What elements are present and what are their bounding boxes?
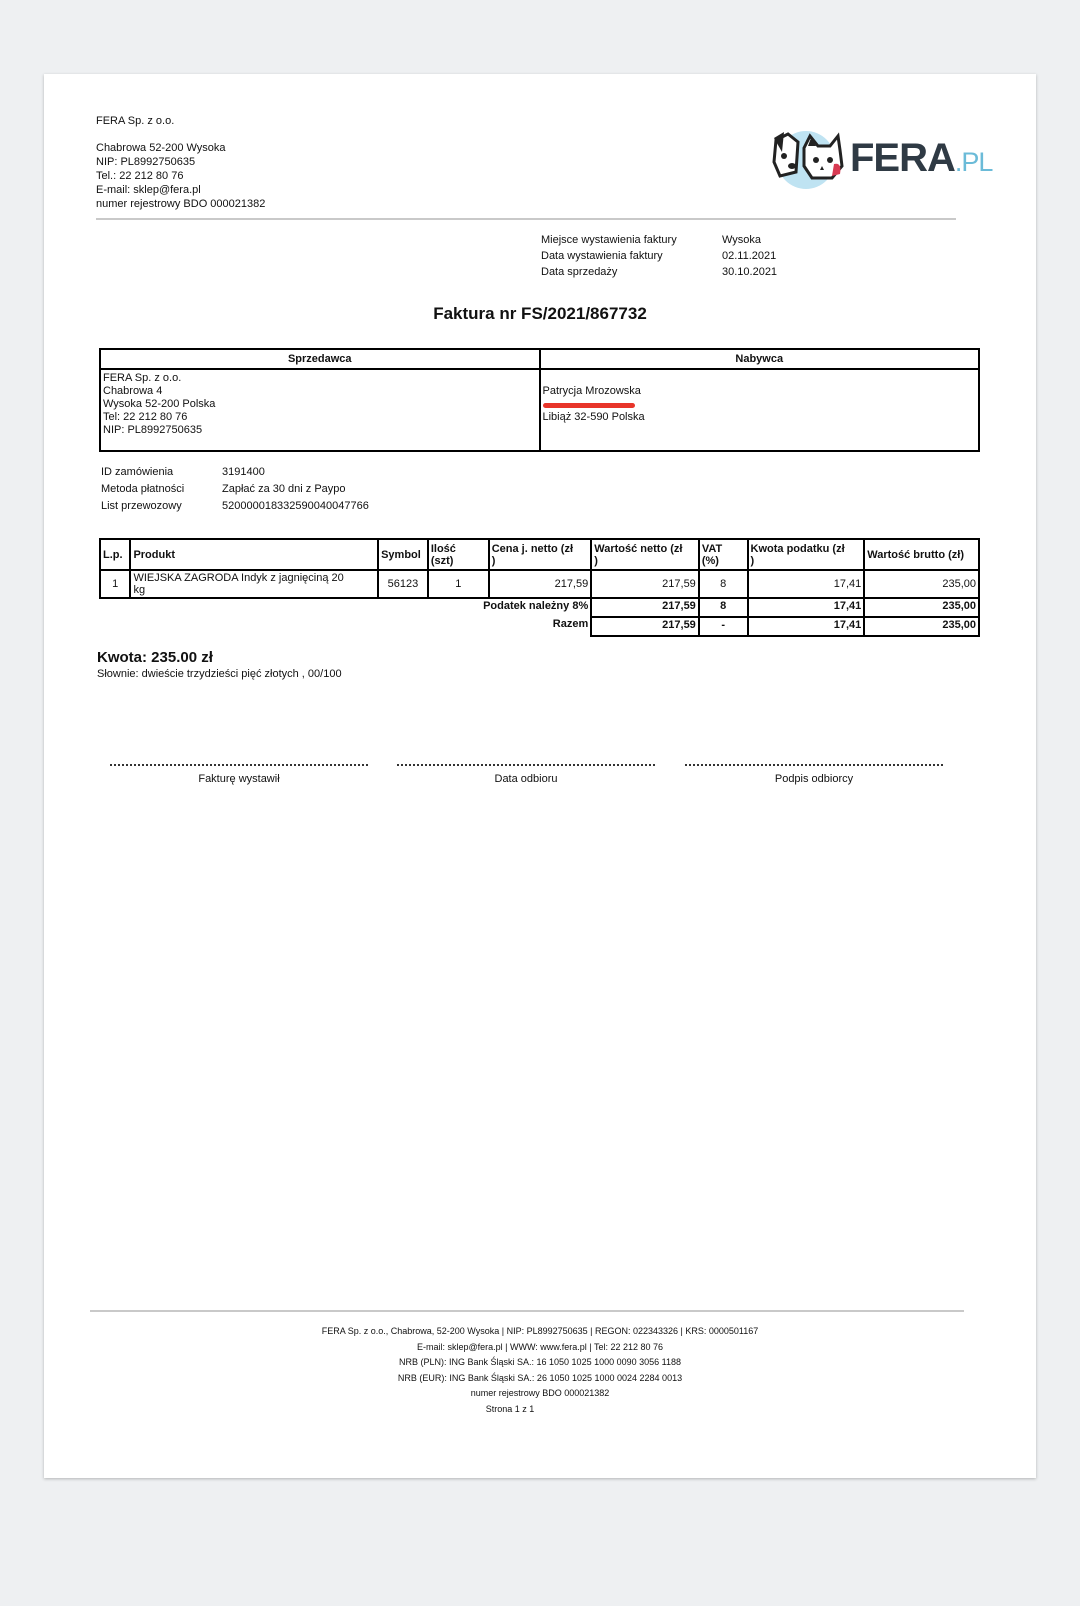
- total-vat: -: [699, 617, 748, 636]
- table-row: [100, 570, 979, 598]
- invoice-page: [44, 74, 1036, 1478]
- seller-line: Tel: 22 212 80 76: [103, 411, 188, 423]
- invoice-meta: [541, 234, 777, 282]
- seller-address: Chabrowa 52-200 Wysoka: [96, 142, 226, 154]
- col-net-price: [489, 539, 592, 570]
- col-net-value-line1: Wartość netto (zł: [594, 542, 683, 555]
- order-value: Zapłać za 30 dni z Paypo: [222, 483, 346, 495]
- total-label: Razem: [552, 618, 589, 630]
- amount-total: Kwota: 235.00 zł: [97, 649, 213, 666]
- signature-label: Podpis odbiorcy: [774, 773, 854, 785]
- meta-row: [541, 234, 777, 250]
- meta-value: 02.11.2021: [722, 250, 777, 262]
- order-row: [101, 466, 369, 483]
- meta-row: [541, 250, 777, 266]
- cell-net-price: 217,59: [489, 570, 592, 598]
- tax-summary-vat: 8: [699, 598, 748, 617]
- col-net-price-line2: ): [491, 554, 496, 567]
- seller-header: [96, 114, 265, 211]
- tax-summary-row: [100, 598, 979, 617]
- seller-line: FERA Sp. z o.o.: [103, 372, 182, 384]
- seller-nip: NIP: PL8992750635: [96, 156, 196, 168]
- items-header-row: [100, 539, 979, 570]
- seller-line: Wysoka 52-200 Polska: [103, 398, 216, 410]
- meta-label: Data sprzedaży: [541, 266, 618, 278]
- buyer-name: Patrycja Mrozowska: [542, 385, 641, 397]
- col-gross: Wartość brutto (zł): [864, 539, 979, 570]
- cell-product: [130, 570, 378, 598]
- meta-label: Data wystawienia faktury: [541, 250, 663, 262]
- tax-summary-tax: 17,41: [748, 598, 865, 617]
- buyer-details: [540, 369, 980, 451]
- header-divider: [96, 218, 956, 220]
- total-row: [100, 617, 979, 636]
- footer: [44, 1324, 1036, 1417]
- order-label: ID zamówienia: [101, 466, 174, 478]
- footer-line: FERA Sp. z o.o., Chabrowa, 52-200 Wysoka | NIP: PL8992750635 | REGON: 022343326 | KRS: 0000501167: [321, 1326, 759, 1336]
- tax-summary-gross: 235,00: [864, 598, 979, 617]
- buyer-column-header: Nabywca: [540, 349, 980, 369]
- tax-summary-net: 217,59: [591, 598, 699, 617]
- order-info: [101, 466, 369, 517]
- order-row: [101, 500, 369, 517]
- signature-receipt-date: [397, 764, 655, 785]
- seller-tel: Tel.: 22 212 80 76: [96, 170, 184, 182]
- col-symbol: Symbol: [378, 539, 428, 570]
- signature-recipient: [685, 764, 943, 785]
- footer-line: NRB (EUR): ING Bank Śląski SA.: 26 1050 1025 1000 0024 2284 0013: [397, 1372, 683, 1383]
- invoice-title: Faktura nr FS/2021/867732: [433, 304, 647, 323]
- order-label: List przewozowy: [101, 500, 182, 512]
- seller-column-header: Sprzedawca: [100, 349, 540, 369]
- seller-name: FERA Sp. z o.o.: [96, 115, 175, 127]
- buyer-city: Libiąż 32-590 Polska: [542, 411, 645, 423]
- footer-line: numer rejestrowy BDO 000021382: [470, 1388, 610, 1398]
- cell-gross: 235,00: [864, 570, 979, 598]
- col-tax: [748, 539, 865, 570]
- seller-details: [100, 369, 540, 451]
- col-product: Produkt: [130, 539, 378, 570]
- meta-label: Miejsce wystawienia faktury: [541, 234, 677, 246]
- total-net: 217,59: [591, 617, 699, 636]
- product-line2: kg: [133, 584, 146, 596]
- cell-net-value: 217,59: [591, 570, 699, 598]
- seller-line: Chabrowa 4: [103, 385, 163, 397]
- amount-in-words: Słownie: dwieście trzydzieści pięć złotych , 00/100: [97, 668, 342, 680]
- col-vat: [699, 539, 748, 570]
- meta-value: Wysoka: [722, 234, 762, 246]
- signature-issuer: [110, 764, 368, 785]
- fera-logo: [768, 126, 993, 192]
- col-tax-line2: ): [750, 554, 755, 567]
- order-label: Metoda płatności: [101, 483, 185, 495]
- col-net-value: [591, 539, 699, 570]
- parties-table: [99, 348, 980, 452]
- footer-line: E-mail: sklep@fera.pl | WWW: www.fera.pl | Tel: 22 212 80 76: [416, 1341, 664, 1352]
- seller-line: NIP: PL8992750635: [103, 424, 203, 436]
- logo-text: FERA: [850, 136, 955, 180]
- col-vat-line2: (%): [701, 554, 719, 567]
- meta-value: 30.10.2021: [722, 266, 778, 278]
- footer-line: NRB (PLN): ING Bank Śląski SA.: 16 1050 1025 1000 0090 3056 1188: [398, 1357, 681, 1367]
- total-gross: 235,00: [864, 617, 979, 636]
- col-tax-line1: Kwota podatku (zł: [750, 542, 845, 555]
- tax-summary-label: Podatek należny 8%: [483, 600, 589, 612]
- cell-tax: 17,41: [748, 570, 865, 598]
- cell-qty: 1: [428, 570, 489, 598]
- cell-vat: 8: [699, 570, 748, 598]
- signature-label: Fakturę wystawił: [198, 773, 280, 785]
- product-line1: WIEJSKA ZAGRODA Indyk z jagnięciną 20: [133, 572, 344, 584]
- order-value: 3191400: [222, 466, 265, 478]
- items-table: [99, 538, 980, 637]
- cell-lp: 1: [100, 570, 130, 598]
- signature-label: Data odbioru: [494, 773, 558, 785]
- total-tax: 17,41: [748, 617, 865, 636]
- seller-bdo: numer rejestrowy BDO 000021382: [96, 198, 266, 210]
- col-qty: [428, 539, 489, 570]
- col-vat-line1: VAT: [701, 542, 723, 555]
- meta-row: [541, 266, 777, 282]
- col-net-value-line2: ): [594, 554, 598, 567]
- col-net-price-line1: Cena j. netto (zł: [491, 542, 573, 555]
- cell-symbol: 56123: [378, 570, 428, 598]
- order-row: [101, 483, 369, 500]
- page-number: Strona 1 z 1: [485, 1403, 535, 1414]
- footer-divider: [90, 1310, 964, 1312]
- redaction-mark: [543, 398, 977, 411]
- seller-email: E-mail: sklep@fera.pl: [96, 184, 201, 196]
- logo-suffix: .PL: [954, 147, 993, 177]
- col-qty-line2: (szt): [430, 554, 454, 567]
- order-value: 520000018332590040047766: [222, 500, 369, 512]
- col-lp: L.p.: [100, 539, 130, 570]
- col-qty-line1: Ilość: [430, 542, 456, 555]
